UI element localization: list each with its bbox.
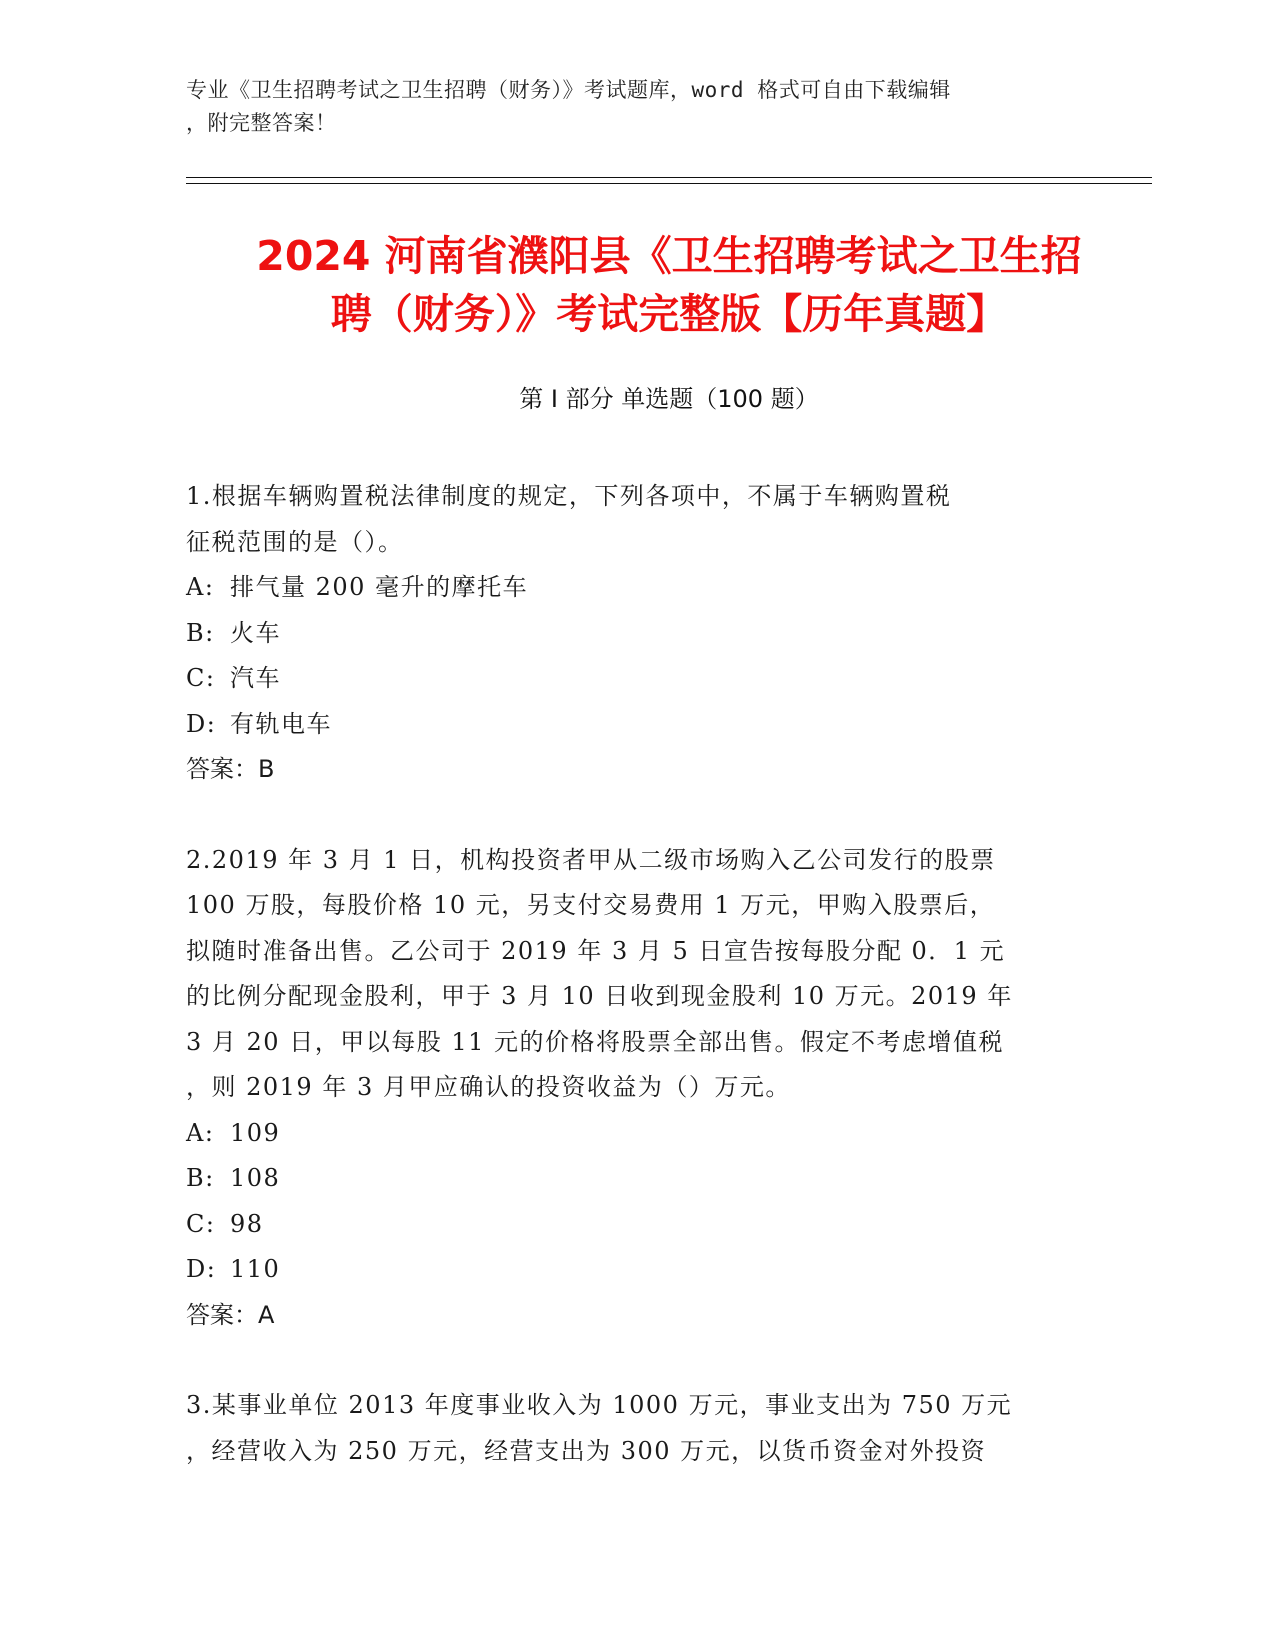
option-key: B: xyxy=(186,1164,215,1192)
option-key: D: xyxy=(186,1255,217,1283)
document-title-line-2: 聘（财务）》考试完整版【历年真题】 xyxy=(330,290,1008,338)
header-note-line-1: 专业《卫生招聘考试之卫生招聘（财务）》考试题库，word 格式可自由下载编辑 xyxy=(186,78,951,102)
header-divider-bottom xyxy=(186,183,1152,184)
question-spacer xyxy=(186,793,1086,838)
option-text: 108 xyxy=(230,1164,281,1192)
question-stem-line: ，经营收入为 250 万元，经营支出为 300 万元，以货币资金对外投资 xyxy=(186,1436,987,1465)
answer: 答案：B xyxy=(186,755,275,783)
question-stem-line: 拟随时准备出售。乙公司于 2019 年 3 月 5 日宣告按每股分配 0．1 元 xyxy=(186,936,1006,965)
question-spacer xyxy=(186,1338,1086,1383)
option-b xyxy=(186,1156,1086,1202)
option-d xyxy=(186,702,1086,748)
question-stem-line: 3.某事业单位 2013 年度事业收入为 1000 万元，事业支出为 750 万元 xyxy=(186,1391,1013,1419)
question-stem-line: 的比例分配现金股利，甲于 3 月 10 日收到现金股利 10 万元。2019 年 xyxy=(186,982,1013,1010)
option-text: 汽车 xyxy=(230,664,281,692)
option-key: B: xyxy=(186,618,215,647)
document-title-line-1: 2024 河南省濮阳县《卫生招聘考试之卫生招 xyxy=(256,232,1082,280)
answer: 答案：A xyxy=(186,1300,275,1329)
question-1 xyxy=(186,474,1086,793)
option-key: A: xyxy=(186,1118,215,1147)
question-3 xyxy=(186,1383,1086,1474)
option-text: 98 xyxy=(230,1209,264,1238)
option-text: 109 xyxy=(230,1118,281,1147)
option-a xyxy=(186,1111,1086,1157)
option-a xyxy=(186,565,1086,611)
question-stem-line: 征税范围的是（）。 xyxy=(186,527,404,556)
option-text: 排气量 200 毫升的摩托车 xyxy=(230,573,529,601)
option-key: D: xyxy=(186,709,217,738)
question-stem-line: 2.2019 年 3 月 1 日，机构投资者甲从二级市场购入乙公司发行的股票 xyxy=(186,845,996,874)
header-divider-top xyxy=(186,177,1152,178)
header-note-line-2: ，附完整答案！ xyxy=(186,111,337,135)
option-c xyxy=(186,656,1086,702)
option-c xyxy=(186,1202,1086,1248)
option-key: A: xyxy=(186,573,215,601)
option-d xyxy=(186,1247,1086,1293)
option-key: C: xyxy=(186,1209,216,1238)
option-text: 有轨电车 xyxy=(230,709,332,738)
question-2 xyxy=(186,838,1086,1339)
option-text: 火车 xyxy=(230,618,281,647)
option-text: 110 xyxy=(230,1255,281,1283)
question-list xyxy=(186,474,1086,1474)
question-stem-line: 1.根据车辆购置税法律制度的规定，下列各项中，不属于车辆购置税 xyxy=(186,482,952,510)
section-title: 第 I 部分 单选题（100 题） xyxy=(519,385,819,413)
option-b xyxy=(186,611,1086,657)
question-stem-line: 100 万股，每股价格 10 元，另支付交易费用 1 万元，甲购入股票后， xyxy=(186,891,996,919)
document-title xyxy=(186,227,1152,343)
option-key: C: xyxy=(186,664,216,692)
question-stem-line: 3 月 20 日，甲以每股 11 元的价格将股票全部出售。假定不考虑增值税 xyxy=(186,1027,1004,1056)
question-stem-line: ，则 2019 年 3 月甲应确认的投资收益为（）万元。 xyxy=(186,1073,791,1101)
header-note xyxy=(186,74,1086,140)
